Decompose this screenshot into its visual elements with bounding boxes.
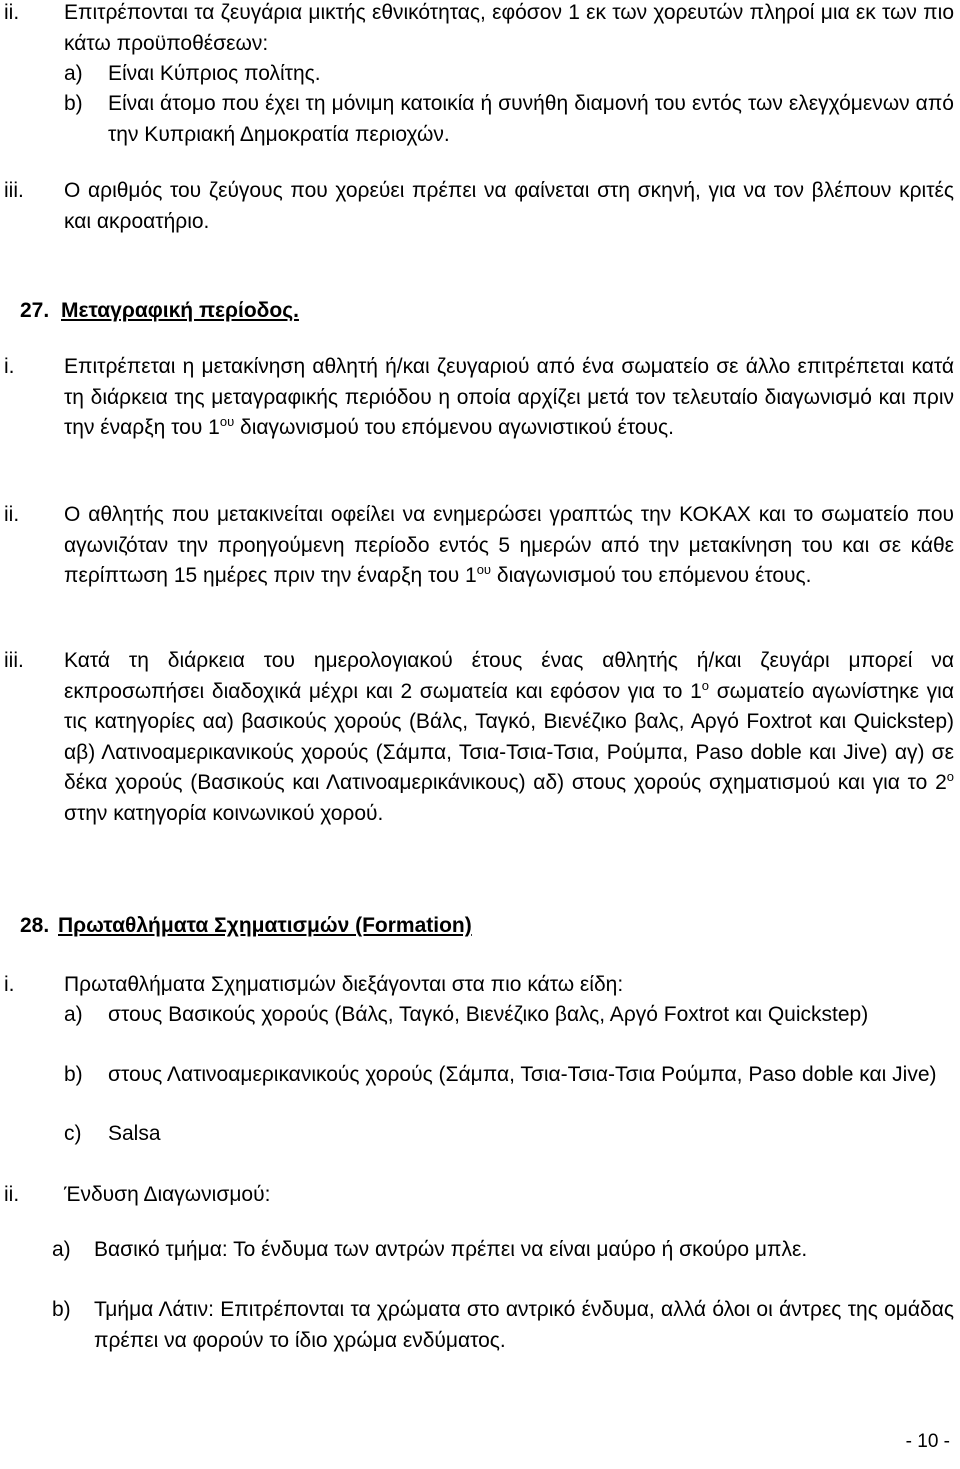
item-marker: iii.: [4, 179, 24, 202]
sub-item-text: στους Λατινοαμερικανικούς χορούς (Σάμπα, Τσια-Τσια-Τσια Ρούμπα, Paso doble και Jive): [108, 1063, 937, 1086]
sub-item-text: Τμήμα Λάτιν: Επιτρέπονται τα χρώματα στο αντρικό ένδυμα, αλλά όλοι οι άντρες της ομάδας πρέπει να φορούν το ίδιο χρώμα ενδύματος.: [94, 1298, 954, 1352]
item-text: Κατά τη διάρκεια του ημερολογιακού έτους ένας αθλητής ή/και ζευγάρι μπορεί να εκπροσωπήσει διαδοχικά μέχρι και 2 σωματεία και εφόσον για το $1^o$ σωματείο αγωνίστηκε για τις κατηγορίες αα) βασικούς χορούς (Βάλς, Ταγκό, Βιενέζικο βαλς, Αργό Foxtrot και Quickstep) αβ) Λατινοαμερικανικούς χορούς (Σάμπα, Τσια-Τσια-Τσια, Ρούμπα, Paso doble και Jive) αγ) σε δέκα χορούς (Βασικούς και Λατινοαμερικάνικους) αδ) στους χορούς σχηματισμού και για το $2^o$ στην κατηγορία κοινωνικού χορού.: [64, 649, 954, 825]
item-text: Επιτρέπεται η μετακίνηση αθλητή ή/και ζευγαριού από ένα σωματείο σε άλλο επιτρέπεται κατά τη διάρκεια της μεταγραφικής περιόδου η οποία αρχίζει μετά τον τελευταίο διαγωνισμό και πριν την έναρξη του $1^{o\upsilon}$ διαγωνισμού του επόμενου αγωνιστικού έτους.: [64, 355, 954, 439]
item-marker: iii.: [4, 649, 24, 672]
item-marker: ii.: [4, 1, 20, 24]
sub-marker: a): [52, 1238, 71, 1261]
item-marker: i.: [4, 973, 15, 996]
sub-item-text: Salsa: [108, 1122, 161, 1145]
page-number: - 10 -: [905, 1431, 950, 1452]
sub-item-text: στους Βασικούς χορούς (Βάλς, Ταγκό, Βιενέζικο βαλς, Αργό Foxtrot και Quickstep): [108, 1003, 869, 1026]
section-number: 27.: [20, 299, 50, 322]
item-text: Ο αριθμός του ζεύγους που χορεύει πρέπει να φαίνεται στη σκηνή, για να τον βλέπουν κριτές και ακροατήριο.: [64, 179, 954, 233]
item-marker: ii.: [4, 1183, 20, 1206]
section-number: 28.: [20, 914, 50, 937]
section-title: Πρωταθλήματα Σχηματισμών (Formation): [58, 914, 472, 937]
sub-item-text: Είναι Κύπριος πολίτης.: [108, 62, 321, 85]
sub-marker: b): [64, 92, 83, 115]
sub-marker: b): [52, 1298, 71, 1321]
item-marker: i.: [4, 355, 15, 378]
item-text: Πρωταθλήματα Σχηματισμών διεξάγονται στα πιο κάτω είδη:: [64, 973, 624, 996]
item-text: Ένδυση Διαγωνισμού:: [64, 1183, 271, 1206]
sub-marker: c): [64, 1122, 82, 1145]
sub-marker: b): [64, 1063, 83, 1086]
sub-marker: a): [64, 1003, 83, 1026]
sub-item-text: Βασικό τμήμα: Το ένδυμα των αντρών πρέπει να είναι μαύρο ή σκούρο μπλε.: [94, 1238, 808, 1261]
item-text: Ο αθλητής που μετακινείται οφείλει να ενημερώσει γραπτώς την ΚΟΚΑΧ και το σωματείο που αγωνιζόταν την προηγούμενη περίοδο εντός 5 ημερών από την μετακίνηση του και σε κάθε περίπτωση 15 ημέρες πριν την έναρξη του $1^{o\upsilon}$ διαγωνισμού του επόμενου έτους.: [64, 503, 954, 587]
sub-item-text: Είναι άτομο που έχει τη μόνιμη κατοικία ή συνήθη διαμονή του εντός των ελεγχόμενων από την Κυπριακή Δημοκρατία περιοχών.: [108, 92, 954, 146]
item-marker: ii.: [4, 503, 20, 526]
section-title: Μεταγραφική περίοδος.: [61, 299, 299, 322]
sub-marker: a): [64, 62, 83, 85]
item-text: Επιτρέπονται τα ζευγάρια μικτής εθνικότητας, εφόσον 1 εκ των χορευτών πληροί μια εκ των πιο κάτω προϋποθέσεων:: [64, 1, 954, 55]
